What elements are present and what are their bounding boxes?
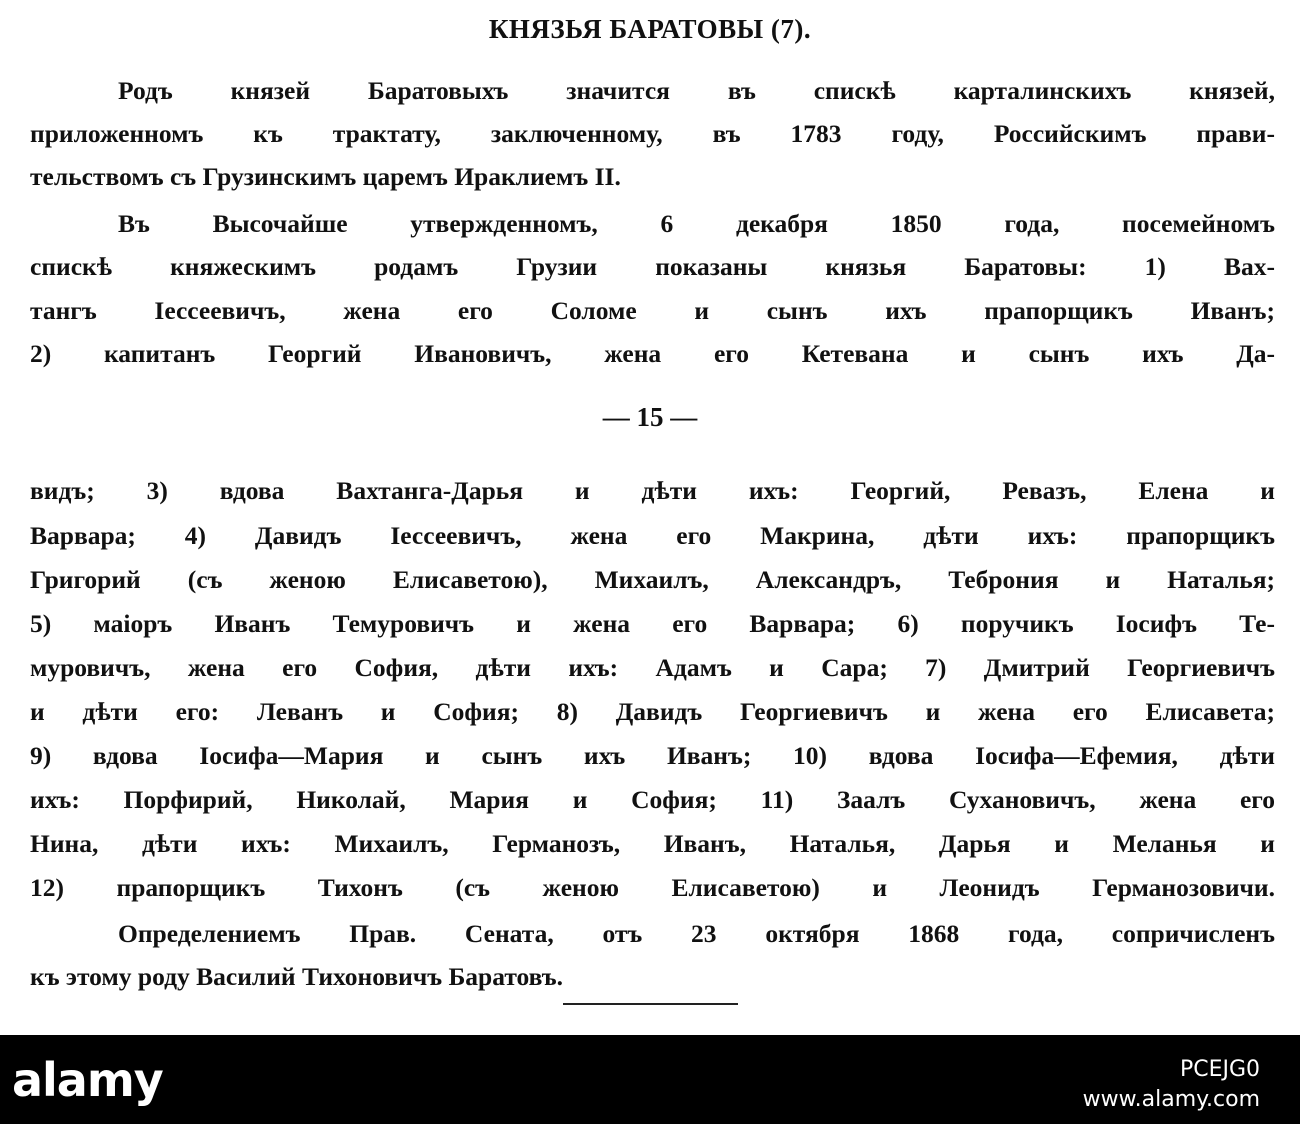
text-line: къ этому роду Василий Тихоновичъ Баратовъ.	[30, 962, 564, 991]
text-line: 9) вдова Iосифа—Мария и сынъ ихъ Иванъ; 10) вдова Iосифа—Ефемия, дѣти	[30, 741, 1275, 770]
text-line: Варвара; 4) Давидъ Iессеевичъ, жена его Макрина, дѣти ихъ: прапорщикъ	[30, 521, 1275, 550]
image-id: PCEJG0	[1179, 1057, 1260, 1082]
text-line: 2) капитанъ Георгий Ивановичъ, жена его Кетевана и сынъ ихъ Да-	[30, 339, 1275, 368]
page-number: — 15 —	[602, 402, 698, 432]
text-line: ихъ: Порфирий, Николай, Мария и София; 11) Заалъ Сухановичъ, жена его	[30, 785, 1275, 814]
watermark-footer	[0, 1035, 1300, 1124]
text-line: 5) маiоръ Иванъ Темуровичъ и жена его Варвара; 6) поручикъ Iосифъ Те-	[30, 609, 1275, 638]
footer-url: www.alamy.com	[1082, 1087, 1260, 1112]
text-line: спискѣ княжескимъ родамъ Грузии показаны князья Баратовы: 1) Вах-	[30, 252, 1275, 281]
alamy-logo: alamy	[12, 1053, 163, 1107]
text-line: приложенномъ къ трактату, заключенному, въ 1783 году, Российскимъ прави-	[30, 119, 1275, 148]
closing-rule	[563, 1003, 738, 1005]
text-line: видъ; 3) вдова Вахтанга-Дарья и дѣти ихъ: Георгий, Ревазъ, Елена и	[30, 476, 1275, 505]
text-line: тангъ Iессеевичъ, жена его Соломе и сынъ ихъ прапорщикъ Иванъ;	[30, 296, 1275, 325]
text-line: Въ Высочайше утвержденномъ, 6 декабря 1850 года, посемейномъ	[118, 209, 1275, 238]
page-title: КНЯЗЬЯ БАРАТОВЫ (7).	[488, 14, 812, 44]
text-line: 12) прапорщикъ Тихонъ (съ женою Елисаветою) и Леонидъ Германозовичи.	[30, 873, 1275, 902]
text-line: тельствомъ съ Грузинскимъ царемъ Ираклиемъ II.	[30, 162, 621, 191]
text-line: Нина, дѣти ихъ: Михаилъ, Германозъ, Иванъ, Наталья, Дарья и Меланья и	[30, 829, 1275, 858]
text-line: Григорий (съ женою Елисаветою), Михаилъ, Александръ, Теброния и Наталья;	[30, 565, 1275, 594]
text-line: муровичъ, жена его София, дѣти ихъ: Адамъ и Сара; 7) Дмитрий Георгиевичъ	[30, 653, 1275, 682]
text-line: и дѣти его: Леванъ и София; 8) Давидъ Георгиевичъ и жена его Елисавета;	[30, 697, 1275, 726]
text-line: Родъ князей Баратовыхъ значится въ спискѣ карталинскихъ князей,	[118, 76, 1275, 105]
text-line: Определениемъ Прав. Сената, отъ 23 октября 1868 года, сопричисленъ	[118, 919, 1275, 948]
